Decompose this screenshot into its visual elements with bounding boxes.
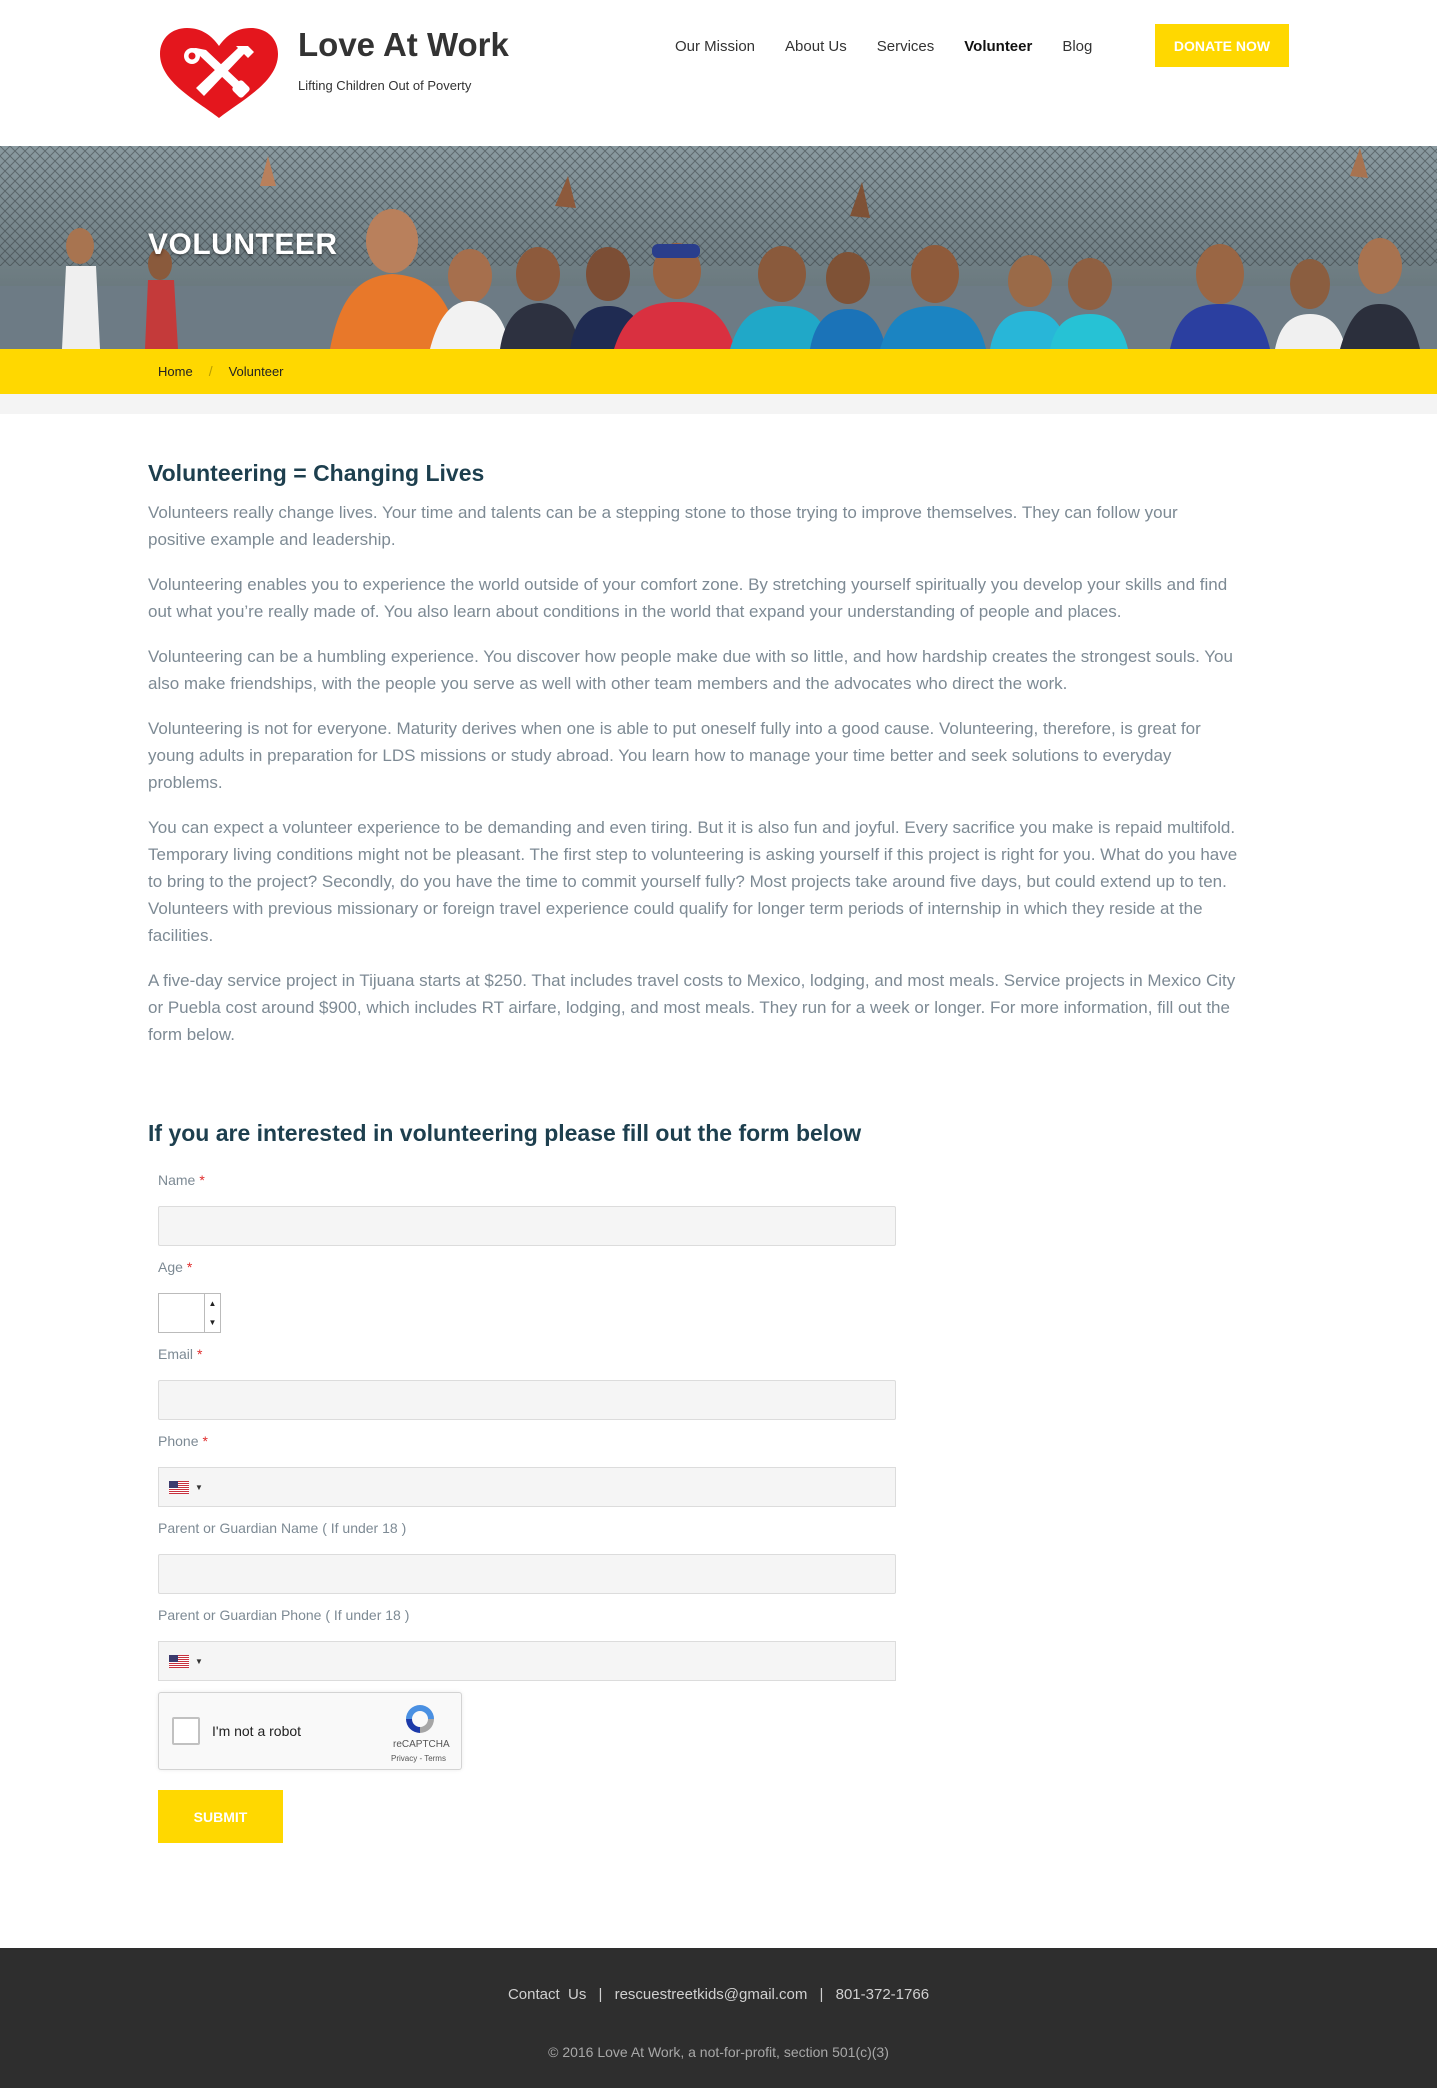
age-field-group <box>158 1259 896 1333</box>
guardian-name-label: Parent or Guardian Name ( If under 18 ) <box>158 1520 407 1536</box>
guardian-name-input[interactable] <box>158 1554 896 1594</box>
country-dropdown-caret-icon[interactable]: ▼ <box>195 1483 203 1492</box>
breadcrumb-home-link[interactable]: Home <box>158 363 193 379</box>
guardian-phone-field-group <box>158 1607 896 1681</box>
footer-separator: | <box>819 1986 824 2003</box>
footer-separator: | <box>598 1986 603 2003</box>
site-title[interactable]: Love At Work <box>298 26 509 63</box>
required-mark: * <box>186 1259 193 1275</box>
stepper-up-icon[interactable]: ▲ <box>208 1299 217 1308</box>
nav-item-blog[interactable]: Blog <box>1062 38 1093 55</box>
recaptcha-privacy-terms-links[interactable]: Privacy - Terms <box>391 1754 446 1763</box>
age-label: Age <box>158 1259 183 1275</box>
divider-strip <box>0 394 1437 414</box>
age-number-input[interactable] <box>158 1293 221 1333</box>
recaptcha-brand: reCAPTCHA <box>393 1739 450 1750</box>
us-flag-icon[interactable] <box>169 1655 189 1668</box>
phone-input[interactable] <box>158 1467 896 1507</box>
nav-item-volunteer[interactable]: Volunteer <box>964 38 1033 55</box>
breadcrumb-current: Volunteer <box>228 363 284 379</box>
content-paragraph: Volunteering is not for everyone. Maturity derives when one is able to put oneself fully into a good cause. Volunteering, therefore, is great for young adults in preparation for LDS missions or study abroad. You learn how to manage your time better and seek solutions to everyday problems. <box>148 719 1201 792</box>
main-content <box>148 460 1238 1066</box>
guardian-phone-input[interactable] <box>158 1641 896 1681</box>
required-mark: * <box>197 1346 203 1362</box>
content-paragraph: Volunteers really change lives. Your time and talents can be a stepping stone to those trying to improve themselves. They can follow your positive example and leadership. <box>148 503 1178 549</box>
hero-banner <box>0 146 1437 349</box>
required-mark: * <box>199 1172 205 1188</box>
phone-field-group <box>158 1433 896 1507</box>
required-mark: * <box>202 1433 208 1449</box>
content-paragraph: You can expect a volunteer experience to be demanding and even tiring. But it is also fun and joyful. Every sacrifice you make is repaid multifold. Temporary living conditions might not be pleasant. The first step to volunteering is asking yourself if this project is right for you. What do you have to bring to the project? Secondly, do you have the time to commit yourself fully? Most projects take around five days, but could extend up to ten. Volunteers with previous missionary or foreign travel experience could qualify for longer term periods of internship in which they reside at the facilities. <box>148 818 1238 945</box>
main-nav <box>660 38 1107 55</box>
nav-item-services[interactable]: Services <box>876 38 935 55</box>
email-label: Email <box>158 1346 194 1362</box>
email-field-group <box>158 1346 896 1420</box>
breadcrumb <box>0 349 1437 394</box>
site-header <box>0 0 1437 146</box>
recaptcha-label: I'm not a robot <box>212 1723 302 1739</box>
footer-phone: 801-372-1766 <box>835 1986 930 2003</box>
guardian-phone-label: Parent or Guardian Phone ( If under 18 ) <box>158 1607 410 1623</box>
recaptcha-widget <box>158 1692 462 1770</box>
content-paragraph: Volunteering can be a humbling experience. You discover how people make due with so little, and how hardship creates the strongest souls. You also make friendships, with the people you serve as well with other team members and the advocates who direct the work. <box>148 647 1233 693</box>
heart-tools-logo-icon[interactable] <box>156 26 282 120</box>
site-tagline: Lifting Children Out of Poverty <box>298 78 472 93</box>
footer-contact-line <box>0 1986 1437 2003</box>
footer-email-link[interactable]: rescuestreetkids@gmail.com <box>614 1986 808 2003</box>
name-field-group <box>158 1172 896 1246</box>
content-heading: Volunteering = Changing Lives <box>148 460 485 486</box>
phone-label: Phone <box>158 1433 199 1449</box>
form-title: If you are interested in volunteering please fill out the form below <box>148 1120 862 1146</box>
stepper-down-icon[interactable]: ▼ <box>208 1318 217 1327</box>
country-dropdown-caret-icon[interactable]: ▼ <box>195 1657 203 1666</box>
content-paragraph: A five-day service project in Tijuana starts at $250. That includes travel costs to Mexico, lodging, and most meals. Service projects in Mexico City or Puebla cost around $900, which includes RT airfare, lodging, and most meals. They run for a week or longer. For more information, fill out the form below. <box>148 971 1236 1044</box>
us-flag-icon[interactable] <box>169 1481 189 1494</box>
donate-now-button[interactable]: DONATE NOW <box>1155 24 1289 67</box>
recaptcha-logo-icon <box>403 1703 437 1735</box>
submit-button[interactable]: SUBMIT <box>158 1790 283 1843</box>
nav-item-our-mission[interactable]: Our Mission <box>675 38 756 55</box>
name-label: Name <box>158 1172 196 1188</box>
page-title: VOLUNTEER <box>148 228 338 261</box>
age-stepper[interactable] <box>204 1294 220 1332</box>
footer-copyright: © 2016 Love At Work, a not-for-profit, section 501(c)(3) <box>548 2044 889 2060</box>
breadcrumb-separator: / <box>208 363 213 379</box>
nav-item-about-us[interactable]: About Us <box>785 38 847 55</box>
site-footer <box>0 1948 1437 2088</box>
email-input[interactable] <box>158 1380 896 1420</box>
guardian-name-field-group <box>158 1520 896 1594</box>
footer-contact-link[interactable]: Contact Us <box>507 1986 587 2003</box>
content-paragraph: Volunteering enables you to experience the world outside of your comfort zone. By stretching yourself spiritually you develop your skills and find out what you’re really made of. You also learn about conditions in the world that expand your understanding of people and places. <box>148 575 1228 621</box>
recaptcha-checkbox[interactable] <box>172 1717 200 1745</box>
name-input[interactable] <box>158 1206 896 1246</box>
